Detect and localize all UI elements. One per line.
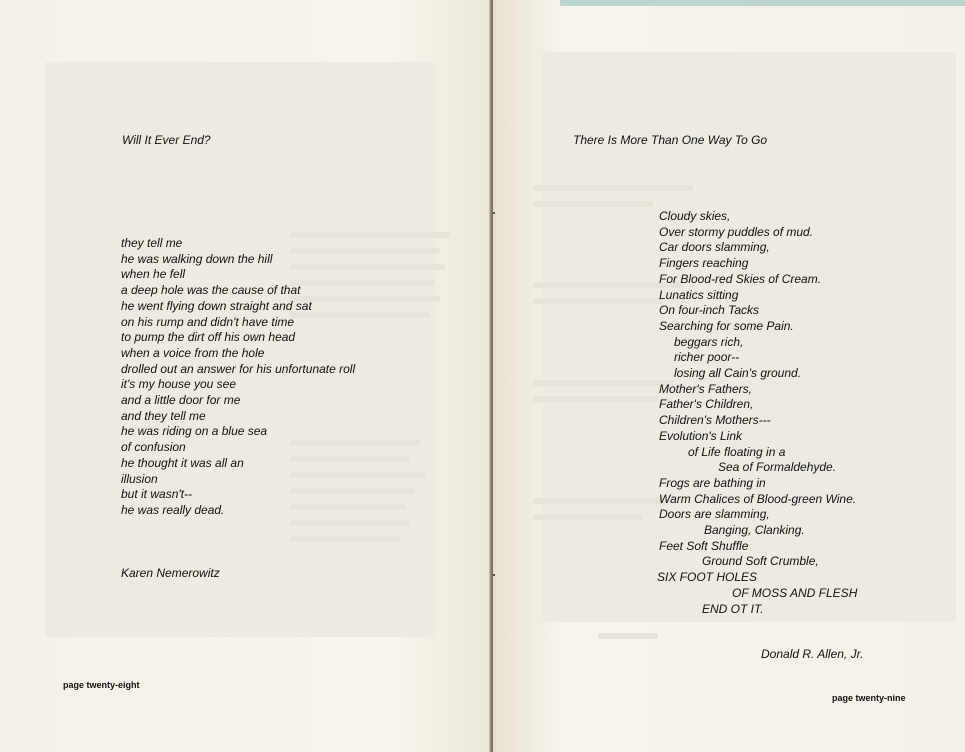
bleed-through-text xyxy=(598,633,658,639)
poem-line: beggars rich, xyxy=(674,334,744,349)
poem-line: Searching for some Pain. xyxy=(659,318,794,333)
poem-line: he thought it was all an xyxy=(121,455,244,470)
poem-author: Karen Nemerowitz xyxy=(121,566,220,580)
poem-line: Father's Children, xyxy=(659,397,754,412)
poem-line: he went flying down straight and sat xyxy=(121,298,312,313)
poem-body xyxy=(121,236,355,519)
bleed-through-text xyxy=(533,298,663,304)
poem-line: on his rump and didn't have time xyxy=(121,314,295,329)
poem-line: Mother's Fathers, xyxy=(659,381,752,396)
poem-line: For Blood-red Skies of Cream. xyxy=(659,271,822,286)
poem-line: drolled out an answer for his unfortunate roll xyxy=(121,361,356,376)
poem-line: a deep hole was the cause of that xyxy=(121,283,301,298)
poem-line: SIX FOOT HOLES xyxy=(657,570,758,585)
page-number: page twenty-nine xyxy=(832,693,906,703)
page-number: page twenty-eight xyxy=(63,680,140,690)
right-page xyxy=(493,0,965,752)
bleed-through-text xyxy=(290,536,400,542)
page-edge-strip xyxy=(560,0,965,6)
poem-author: Donald R. Allen, Jr. xyxy=(761,647,864,661)
bleed-through-text xyxy=(533,498,668,504)
poem-line: Lunatics sitting xyxy=(659,287,739,302)
poem-line: Cloudy skies, xyxy=(659,209,731,223)
poem-line: of Life floating in a xyxy=(688,444,786,459)
poem-line: On four-inch Tacks xyxy=(659,303,760,318)
poem-line: it's my house you see xyxy=(121,377,237,392)
poem-line: and a little door for me xyxy=(121,393,241,408)
poem-title: There Is More Than One Way To Go xyxy=(573,133,768,147)
poem-line: Warm Chalices of Blood-green Wine. xyxy=(659,491,857,506)
poem-line: to pump the dirt off his own head xyxy=(121,330,296,345)
poem-line: of confusion xyxy=(121,440,186,455)
staple-mark xyxy=(493,574,495,576)
poem-line: Frogs are bathing in xyxy=(659,475,766,490)
poem-line: but it wasn't-- xyxy=(121,487,192,502)
poem-line: richer poor-- xyxy=(674,350,740,365)
poem-line: Ground Soft Crumble, xyxy=(702,554,819,569)
bleed-through-text xyxy=(533,380,673,386)
poem-line: Children's Mothers--- xyxy=(659,413,771,428)
bleed-through-text xyxy=(533,514,643,520)
poem-line: losing all Cain's ground. xyxy=(674,366,802,381)
poem-line: Feet Soft Shuffle xyxy=(659,538,749,553)
poem-line: END OT IT. xyxy=(702,601,764,616)
bleed-through-text xyxy=(290,520,410,526)
poem-line: Doors are slamming, xyxy=(659,507,770,522)
poem-line: when a voice from the hole xyxy=(121,345,265,360)
poem-line: he was really dead. xyxy=(121,502,225,517)
staple-mark xyxy=(493,212,495,214)
poem-line: Evolution's Link xyxy=(659,428,743,443)
poem-line: Over stormy puddles of mud. xyxy=(659,224,814,239)
poem-line: Sea of Formaldehyde. xyxy=(718,460,837,475)
poem-line: he was walking down the hill xyxy=(121,251,273,266)
poem-line: OF MOSS AND FLESH xyxy=(732,585,858,600)
poem-line: Banging, Clanking. xyxy=(704,523,805,538)
poem-title: Will It Ever End? xyxy=(122,133,211,147)
poem-line: when he fell xyxy=(121,267,186,282)
poem-line: Car doors slamming, xyxy=(659,240,770,255)
poem-line: he was riding on a blue sea xyxy=(121,424,268,439)
poem-line: Fingers reaching xyxy=(659,256,749,271)
poem-line: illusion xyxy=(121,471,158,486)
bleed-through-text xyxy=(533,201,653,207)
poem-body xyxy=(659,209,857,617)
bleed-through-text xyxy=(533,396,658,402)
poem-line: they tell me xyxy=(121,236,183,250)
bleed-through-text xyxy=(533,185,693,191)
poem-line: and they tell me xyxy=(121,408,206,423)
